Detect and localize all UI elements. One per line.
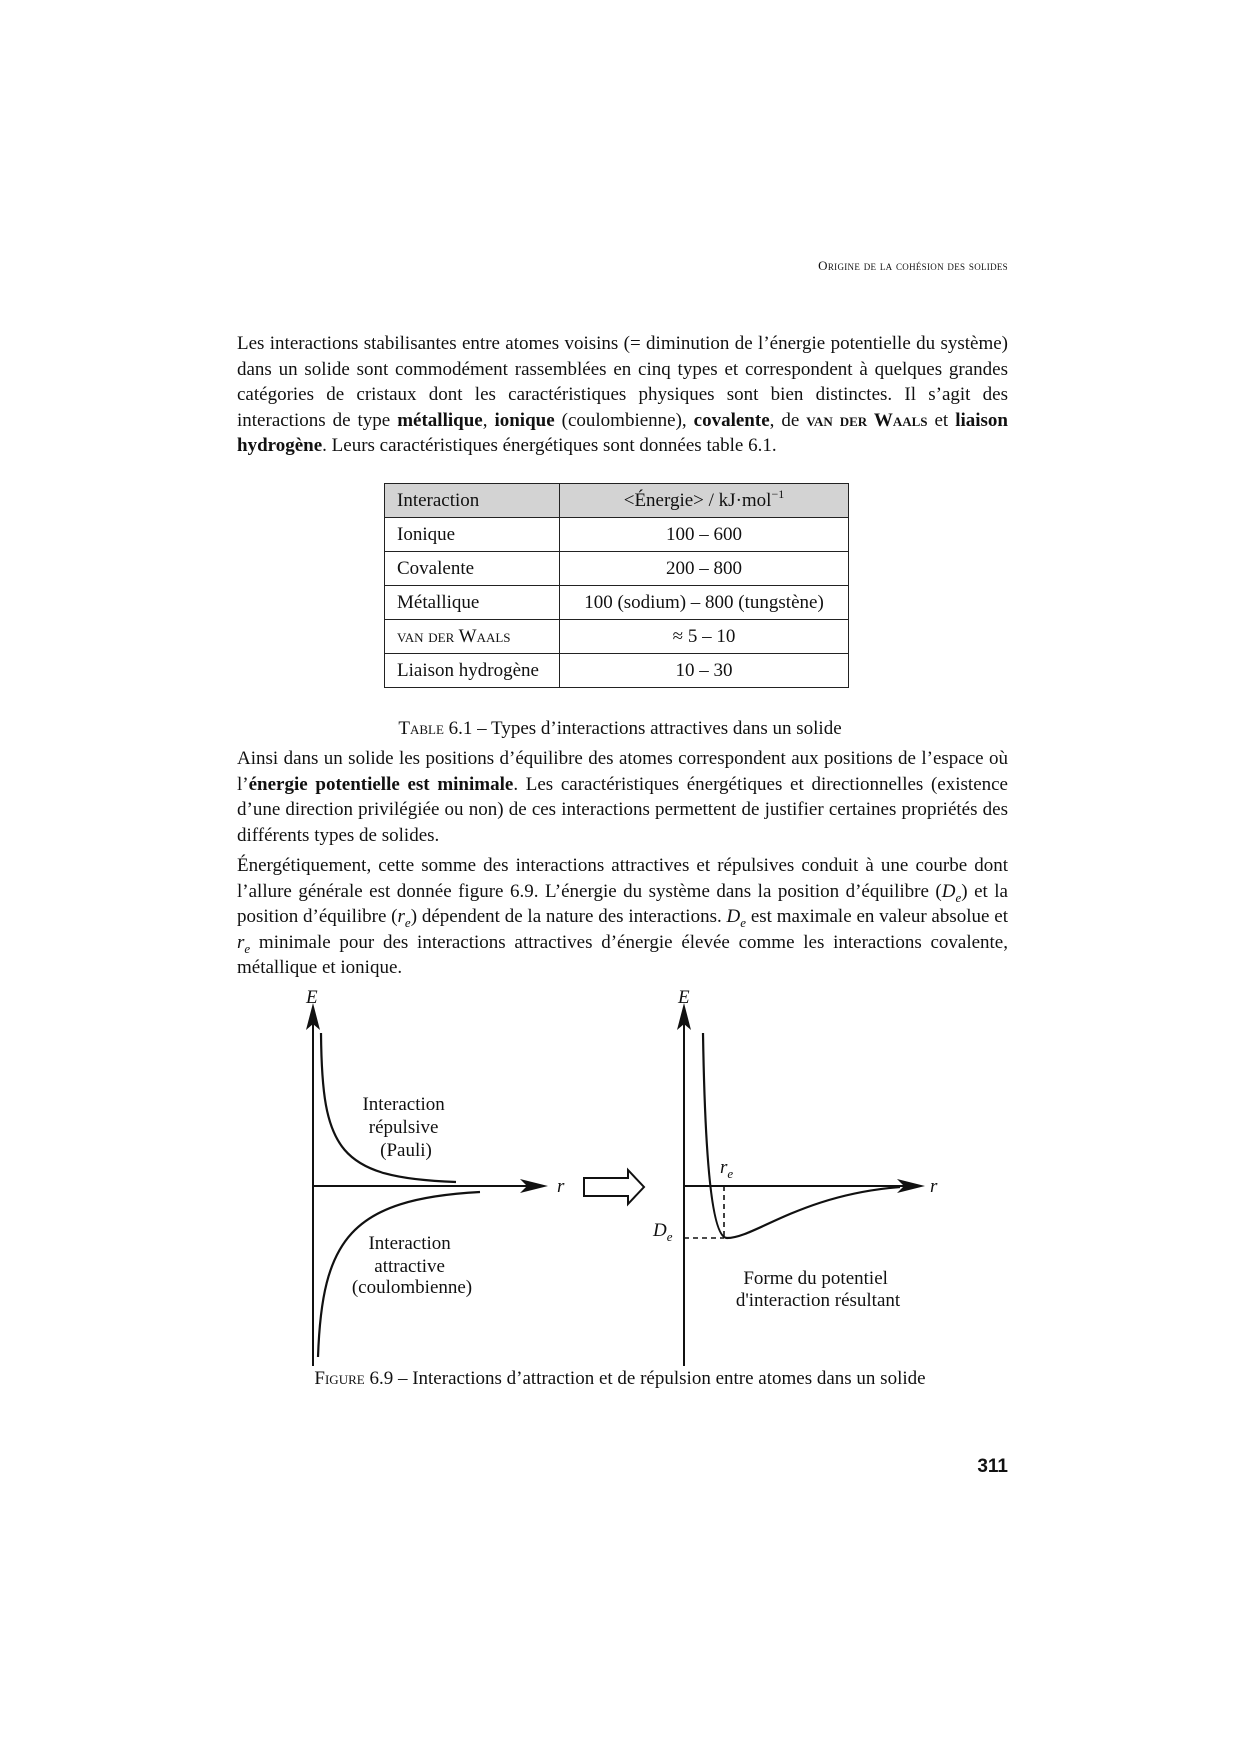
cell-interaction: van der Waals bbox=[385, 620, 560, 654]
cell-energy: 100 – 600 bbox=[560, 518, 849, 552]
header-energy: <Énergie> / kJ·mol$^{-1}$ bbox=[560, 484, 849, 518]
paragraph-interactions: Les interactions stabilisantes entre atomes voisins (= diminution de l’énergie potentielle du système) dans un solide sont commodément rassemblées en cinq types et correspondent à quelques grandes catégories de cristaux dont les caractéristiques physiques sont bien distinctes. Il s’agit des interactions de type métallique, ionique (coulombienne), covalente, de van der Waals et liaison hydrogène. Leurs caractéristiques énergétiques sont données table 6.1. bbox=[237, 333, 1008, 456]
table-caption: Table 6.1 – Types d’interactions attractives dans un solide bbox=[398, 718, 842, 739]
paragraph-energy-curve: Énergétiquement, cette somme des interactions attractives et répulsives conduit à une courbe dont l’allure générale est donnée figure 6.9. L’énergie du système dans la position d’équilibre $(D_e)$ et la position d’équilibre $(r_e)$ dépendent de la nature des interactions. $D_e$ est maximale en valeur absolue et $r_e$ minimale pour des interactions attractives d’énergie élevée comme les interactions covalente, métallique et ionique. bbox=[237, 855, 1008, 978]
re-label: $r_e$ bbox=[720, 1157, 734, 1181]
right-panel bbox=[652, 987, 938, 1366]
cell-energy: 100 (sodium) – 800 (tungstène) bbox=[560, 586, 849, 620]
cell-interaction: Ionique bbox=[385, 518, 560, 552]
cell-energy: 10 – 30 bbox=[560, 654, 849, 688]
cell-energy: 200 – 800 bbox=[560, 552, 849, 586]
right-r-label: r bbox=[930, 1176, 938, 1197]
transition-arrow-icon bbox=[584, 1170, 644, 1204]
left-axis-label: E bbox=[306, 987, 318, 1008]
right-axis-label: E bbox=[678, 987, 690, 1008]
header-interaction: Interaction bbox=[385, 484, 560, 518]
cell-interaction: Métallique bbox=[385, 586, 560, 620]
page-number: 311 bbox=[977, 1456, 1008, 1477]
left-panel bbox=[305, 987, 565, 1366]
cell-interaction: Liaison hydrogène bbox=[385, 654, 560, 688]
attractive-label: Interaction attractive (coulombienne) bbox=[351, 1233, 473, 1298]
resulting-potential-label: Forme du potentiel d'interaction résultant bbox=[735, 1268, 901, 1311]
running-head: Origine de la cohésion des solides bbox=[818, 258, 1008, 273]
left-r-label: r bbox=[557, 1176, 565, 1197]
cell-interaction: Covalente bbox=[385, 552, 560, 586]
resulting-potential-curve bbox=[703, 1033, 900, 1238]
paragraph-equilibrium: Ainsi dans un solide les positions d’équilibre des atomes correspondent aux positions de l’espace où l’énergie potentielle est minimale. Les caractéristiques énergétiques et directionnelles (existence d’une direction privilégiée ou non) de ces interactions permettent de justifier certaines propriétés des différents types de solides. bbox=[237, 748, 1008, 846]
repulsive-label: Interaction répulsive (Pauli) bbox=[362, 1094, 445, 1161]
figure-caption: Figure 6.9 – Interactions d’attraction et de répulsion entre atomes dans un solide bbox=[314, 1368, 926, 1389]
cell-energy: ≈ 5 – 10 bbox=[560, 620, 849, 654]
de-label: $D_e$ bbox=[653, 1220, 673, 1244]
